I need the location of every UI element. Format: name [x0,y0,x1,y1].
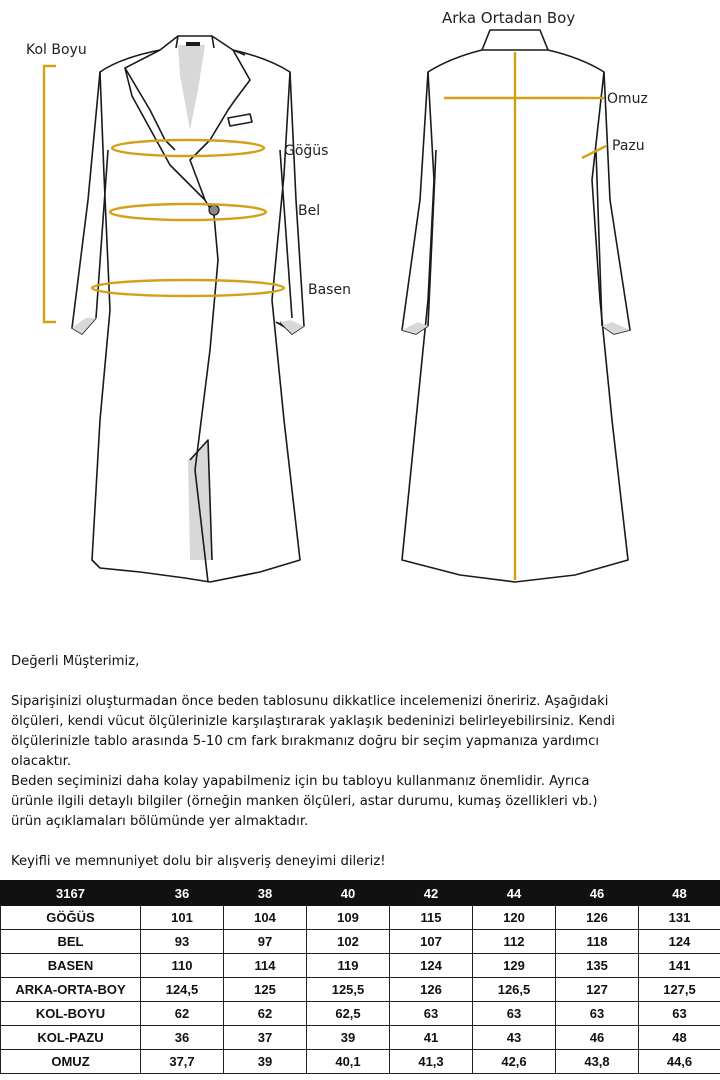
row-label: GÖĞÜS [1,906,141,930]
table-cell: 40,1 [307,1050,390,1074]
header-cell-size: 40 [307,881,390,906]
header-cell-size: 38 [224,881,307,906]
basen-ellipse [92,280,284,296]
header-cell-size: 48 [639,881,720,906]
message-greeting: Değerli Müşterimiz, [11,654,140,669]
coat-button [209,205,219,215]
label-bel: Bel [298,203,321,219]
table-row [1,1002,720,1026]
table-cell: 125 [224,978,307,1002]
header-cell-size: 42 [390,881,473,906]
header-cell-size: 36 [141,881,224,906]
row-label: KOL-BOYU [1,1002,141,1026]
table-cell: 93 [141,930,224,954]
row-label: OMUZ [1,1050,141,1074]
table-cell: 119 [307,954,390,978]
label-pazu: Pazu [612,138,645,154]
table-cell: 44,6 [639,1050,720,1074]
table-cell: 97 [224,930,307,954]
table-cell: 43 [473,1026,556,1050]
table-cell: 37 [224,1026,307,1050]
table-cell: 120 [473,906,556,930]
table-cell: 124,5 [141,978,224,1002]
label-omuz: Omuz [607,91,648,107]
table-cell: 109 [307,906,390,930]
table-cell: 63 [473,1002,556,1026]
table-header-row [1,881,720,906]
customer-message [11,652,711,872]
table-row [1,906,720,930]
table-cell: 118 [556,930,639,954]
table-row [1,930,720,954]
label-gogus: Göğüs [284,143,329,159]
table-cell: 46 [556,1026,639,1050]
header-cell-model: 3167 [1,881,141,906]
table-row [1,1050,720,1074]
table-cell: 41,3 [390,1050,473,1074]
table-cell: 141 [639,954,720,978]
table-cell: 126 [390,978,473,1002]
table-cell: 131 [639,906,720,930]
table-cell: 135 [556,954,639,978]
bel-ellipse [110,204,266,220]
message-line: Siparişinizi oluşturmadan önce beden tablosunu dikkatlice incelemenizi öneririz. Aşağıdaki [11,694,609,709]
table-cell: 39 [224,1050,307,1074]
row-label: BEL [1,930,141,954]
table-cell: 48 [639,1026,720,1050]
table-cell: 124 [639,930,720,954]
table-cell: 42,6 [473,1050,556,1074]
table-cell: 129 [473,954,556,978]
table-row [1,954,720,978]
table-cell: 107 [390,930,473,954]
table-cell: 110 [141,954,224,978]
table-cell: 62,5 [307,1002,390,1026]
label-kol-boyu: Kol Boyu [26,42,87,58]
header-cell-size: 44 [473,881,556,906]
table-cell: 36 [141,1026,224,1050]
coat-front-drawing [72,36,304,582]
table-cell: 62 [224,1002,307,1026]
row-label: ARKA-ORTA-BOY [1,978,141,1002]
message-line: ölçüleri, kendi vücut ölçülerinizle karşılaştırarak yaklaşık bedeninizi belirleyebilirsiniz. Kendi [11,714,615,729]
message-line: ölçülerinizle tablo arasında 5-10 cm fark bırakmanız doğru bir seçim yapmanıza yardımcı [11,734,600,749]
message-line: ürünle ilgili detaylı bilgiler (örneğin manken ölçüleri, astar durumu, kumaş özellikleri vb.) [11,794,598,809]
table-cell: 63 [556,1002,639,1026]
table-cell: 126 [556,906,639,930]
back-measure-lines [444,52,606,580]
label-basen: Basen [308,282,351,298]
message-line: ürün açıklamaları bölümünde yer almaktadır. [11,814,309,829]
table-cell: 114 [224,954,307,978]
table-row [1,978,720,1002]
message-line: olacaktır. [11,754,72,769]
row-label: KOL-PAZU [1,1026,141,1050]
message-closing: Keyifli ve memnuniyet dolu bir alışveriş deneyimi dileriz! [11,854,386,869]
table-row [1,1026,720,1050]
table-cell: 124 [390,954,473,978]
message-line: Beden seçiminizi daha kolay yapabilmeniz için bu tabloyu kullanmanız önemlidir. Ayrıca [11,774,590,789]
label-arka-orta-boy: Arka Ortadan Boy [442,9,576,27]
table-cell: 112 [473,930,556,954]
gogus-ellipse [112,140,264,156]
table-cell: 101 [141,906,224,930]
table-cell: 63 [390,1002,473,1026]
size-table [0,880,720,1074]
table-cell: 104 [224,906,307,930]
table-cell: 41 [390,1026,473,1050]
table-cell: 37,7 [141,1050,224,1074]
kol-boyu-bracket [44,66,56,322]
table-cell: 125,5 [307,978,390,1002]
row-label: BASEN [1,954,141,978]
header-cell-size: 46 [556,881,639,906]
table-cell: 102 [307,930,390,954]
table-cell: 63 [639,1002,720,1026]
table-cell: 43,8 [556,1050,639,1074]
table-cell: 126,5 [473,978,556,1002]
table-cell: 115 [390,906,473,930]
table-cell: 62 [141,1002,224,1026]
table-cell: 39 [307,1026,390,1050]
table-cell: 127,5 [639,978,720,1002]
table-cell: 127 [556,978,639,1002]
front-measure-lines [44,66,284,322]
